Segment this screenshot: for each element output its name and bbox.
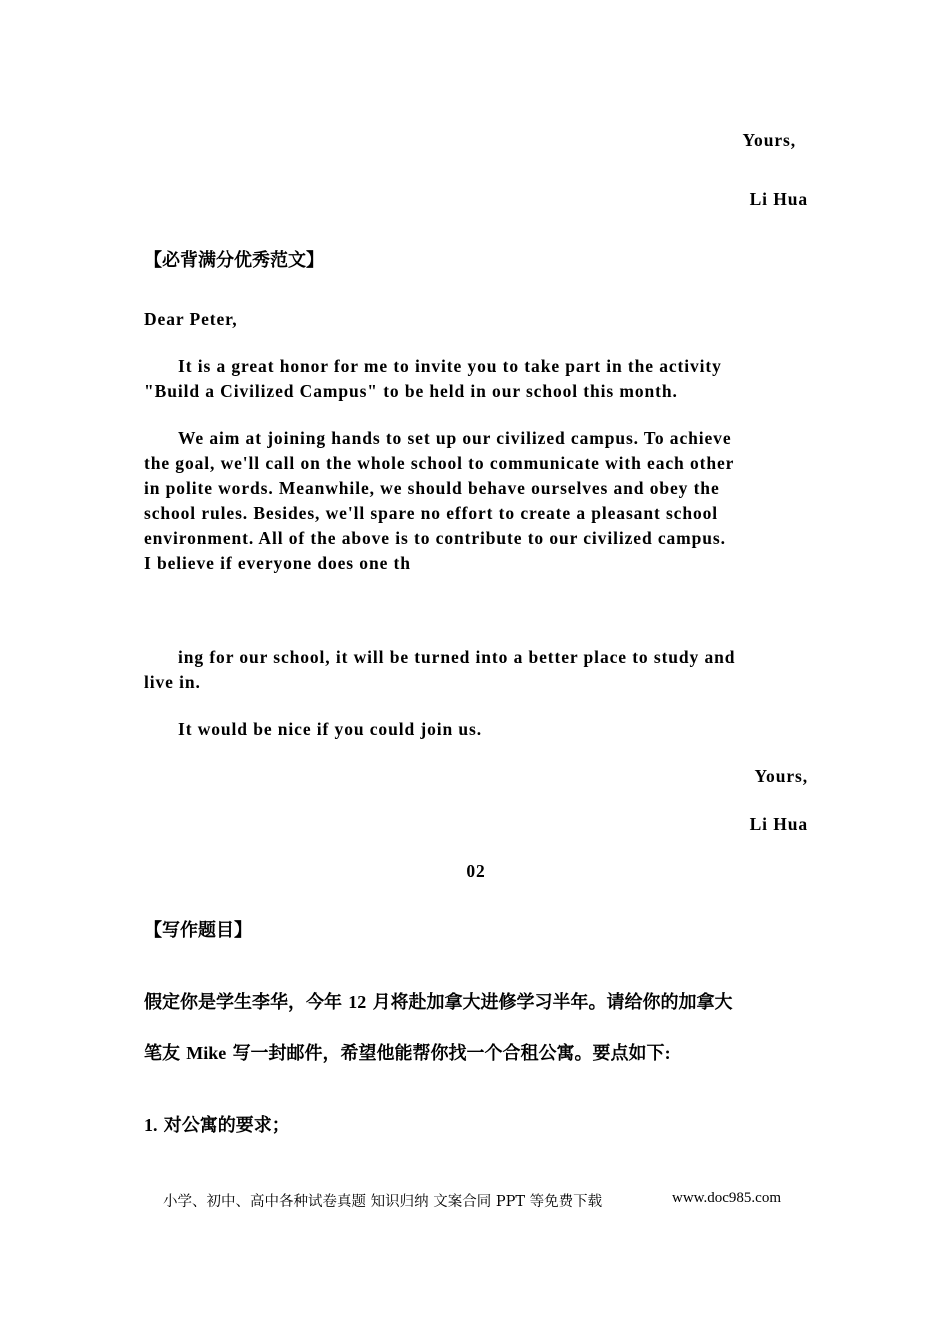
point-1-number: 1. — [144, 1115, 158, 1135]
paragraph-1-line-2: "Build a Civilized Campus" to be held in our school this month. — [144, 381, 678, 401]
paragraph-2-line-6: I believe if everyone does one th — [144, 553, 411, 573]
writing-task-line-1-b: 月将赴加拿大进修学习半年。请给你的加拿大 — [372, 992, 733, 1013]
paragraph-2-line-1: We aim at joining hands to set up our civilized campus. To achieve — [178, 428, 732, 448]
footer-text: 小学、初中、高中各种试卷真题 知识归纳 文案合同 PPT 等免费下载 — [163, 1194, 603, 1210]
closing-name: Li Hua — [749, 814, 808, 834]
closing-yours: Yours, — [754, 766, 808, 786]
paragraph-3-line-2: live in. — [144, 672, 201, 692]
writing-task-line-2 — [144, 1041, 808, 1066]
paragraph-3-line-1: ing for our school, it will be turned into a better place to study and — [178, 647, 736, 667]
footer-website: www.doc985.com — [672, 1190, 782, 1206]
writing-task-line-2-a: 笔友 — [144, 1043, 180, 1064]
point-1-text: 对公寓的要求； — [163, 1115, 290, 1136]
paragraph-4: It would be nice if you could join us. — [178, 719, 483, 739]
writing-task-line-1-a: 假定你是学生李华，今年 — [144, 992, 342, 1013]
page-footer — [163, 1190, 803, 1211]
writing-task-month-number: 12 — [348, 992, 367, 1012]
writing-task-heading: 【写作题目】 — [144, 920, 252, 941]
writing-task-line-2-colon: : — [664, 1043, 671, 1063]
writing-task-point-1 — [144, 1113, 808, 1138]
paragraph-2-line-3: in polite words. Meanwhile, we should behave ourselves and obey the — [144, 478, 720, 498]
paragraph-2-line-4: school rules. Besides, we'll spare no effort to create a pleasant school — [144, 503, 719, 523]
model-essay-heading: 【必背满分优秀范文】 — [144, 250, 324, 271]
writing-task-line-2-b: 写一封邮件，希望他能帮你找一个合租公寓。要点如下 — [232, 1043, 665, 1064]
paragraph-1-line-1: It is a great honor for me to invite you to take part in the activity — [178, 356, 722, 376]
writing-task-pen-pal-name: Mike — [186, 1043, 227, 1063]
closing-name-top: Li Hua — [749, 189, 808, 209]
section-number: 02 — [466, 861, 486, 881]
writing-task-line-1 — [144, 990, 808, 1015]
letter-salutation: Dear Peter, — [144, 309, 238, 329]
closing-yours-top: Yours, — [742, 130, 796, 150]
paragraph-2-line-2: the goal, we'll call on the whole school to communicate with each other — [144, 453, 735, 473]
paragraph-2-line-5: environment. All of the above is to contribute to our civilized campus. — [144, 528, 726, 548]
